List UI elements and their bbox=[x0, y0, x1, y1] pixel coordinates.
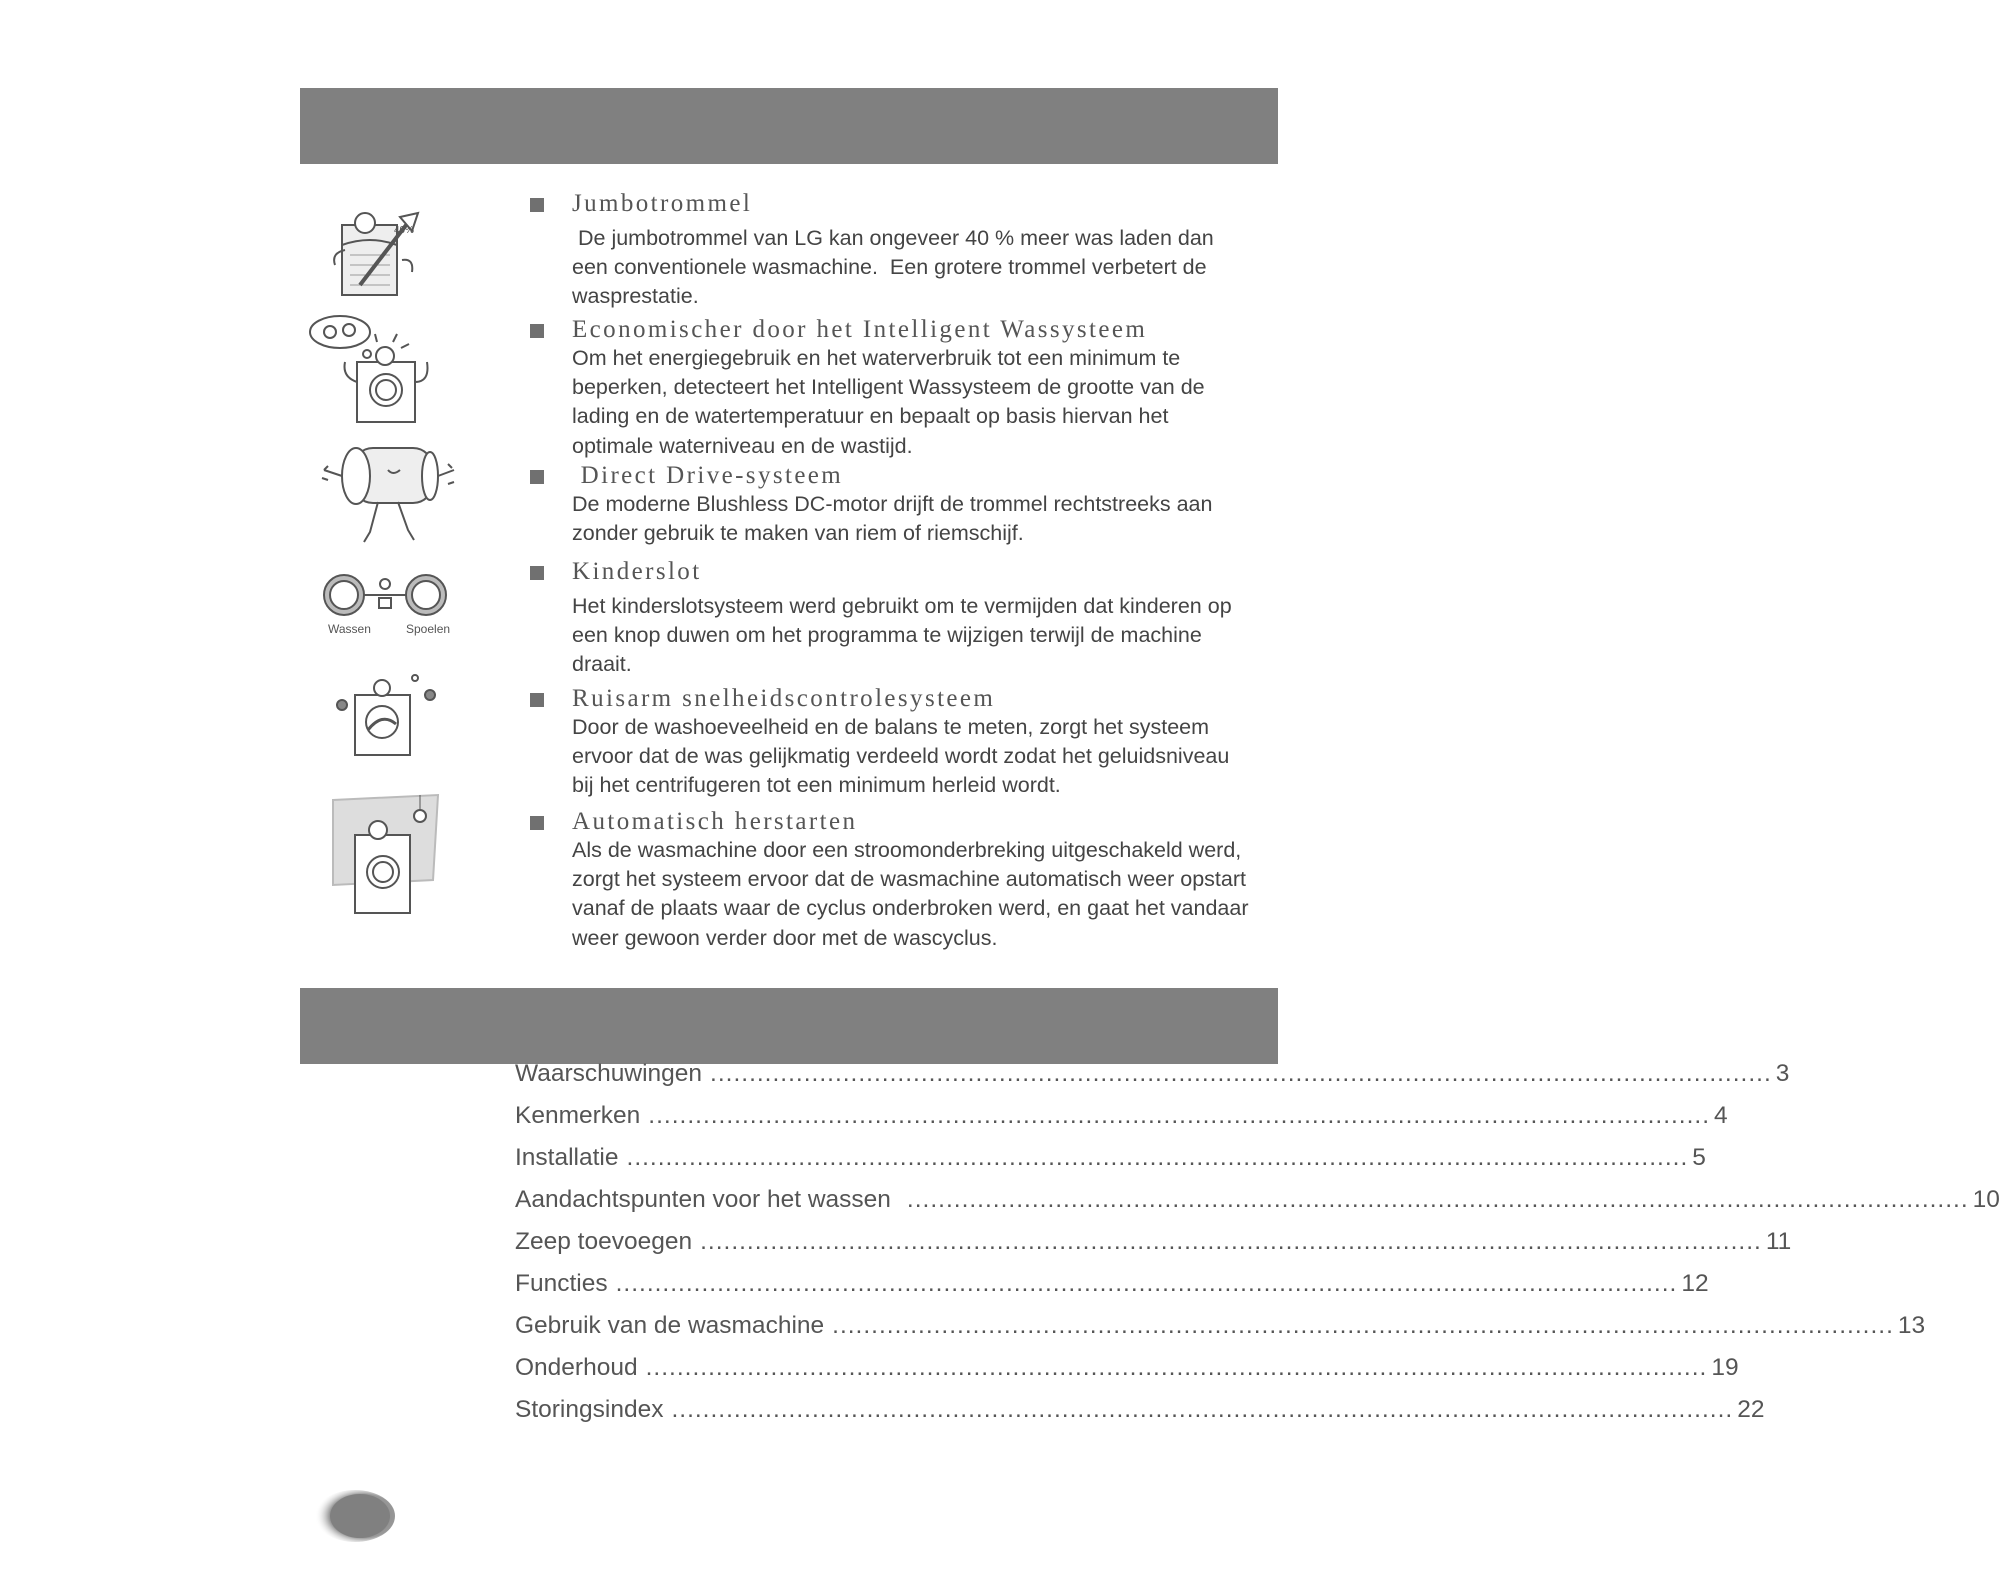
toc-leader-dots: ........................................................................................................................................ bbox=[710, 1060, 1772, 1087]
motor-illustration bbox=[318, 440, 458, 550]
toc-entry[interactable] bbox=[515, 1388, 1765, 1424]
bullet-square bbox=[530, 470, 544, 484]
toc-label: Installatie bbox=[515, 1144, 619, 1171]
toc-leader-dots: ........................................................................................................................................ bbox=[626, 1144, 1689, 1171]
toc-label: Waarschuwingen bbox=[515, 1060, 703, 1087]
bullet-square bbox=[530, 816, 544, 830]
feature-description: Om het energiegebruik en het waterverbruik tot een minimum te beperken, detecteert het Intelligent Wassysteem de grootte van de lading en de watertemperatuur en bepaalt op basis hiervan het optimale waterniveau en de wastijd. bbox=[572, 346, 1205, 458]
feature-title: Kinderslot bbox=[572, 558, 702, 585]
toc-leader-dots: ........................................................................................................................................ bbox=[906, 1186, 1969, 1213]
toc-page-number: 12 bbox=[1681, 1270, 1709, 1297]
svg-text:40%: 40% bbox=[394, 225, 415, 236]
toc-page-number: 5 bbox=[1692, 1144, 1706, 1171]
child-lock-left-label: Wassen bbox=[328, 622, 371, 636]
toc-label: Zeep toevoegen bbox=[515, 1228, 693, 1255]
toc-entry[interactable] bbox=[515, 1052, 1790, 1088]
toc-label: Kenmerken bbox=[515, 1102, 641, 1129]
drum-capacity-illustration bbox=[330, 205, 430, 300]
toc-leader-dots: ........................................................................................................................................ bbox=[645, 1354, 1708, 1381]
toc-page-number: 4 bbox=[1714, 1102, 1728, 1129]
bullet-square bbox=[530, 566, 544, 580]
feature-description: De jumbotrommel van LG kan ongeveer 40 % meer was laden dan een conventionele wasmachine. Een grotere trommel verbetert de wasprestatie. bbox=[572, 226, 1220, 309]
balance-washer-illustration bbox=[330, 670, 445, 760]
toc-entry[interactable] bbox=[515, 1094, 1728, 1130]
feature-description: Als de wasmachine door een stroomonderbreking uitgeschakeld werd, zorgt het systeem ervoor dat de wasmachine automatisch weer opstart vanaf de plaats waar de cyclus onderbroken werd, en gaat het vandaar weer gewoon verder door met de wascyclus. bbox=[572, 838, 1249, 950]
feature-title: Automatisch herstarten bbox=[572, 808, 858, 835]
toc-entry[interactable] bbox=[515, 1262, 1709, 1298]
toc-page-number: 19 bbox=[1711, 1354, 1739, 1381]
toc-page-number: 11 bbox=[1765, 1228, 1792, 1255]
feature-description: Door de washoeveelheid en de balans te meten, zorgt het systeem ervoor dat de was gelijkmatig verdeeld wordt zodat het geluidsniveau bij het centrifugeren tot een minimum herleid wordt. bbox=[572, 715, 1230, 798]
toc-label: Gebruik van de wasmachine bbox=[515, 1312, 825, 1339]
toc-entry[interactable] bbox=[515, 1178, 2000, 1214]
toc-leader-dots: ........................................................................................................................................ bbox=[832, 1312, 1894, 1339]
toc-entry[interactable] bbox=[515, 1136, 1706, 1172]
toc-page-number: 13 bbox=[1897, 1312, 1926, 1339]
thinking-washer-illustration bbox=[305, 312, 440, 427]
child-lock-buttons-illustration bbox=[322, 570, 452, 640]
toc-page-number: 3 bbox=[1775, 1060, 1790, 1087]
toc-entry[interactable] bbox=[515, 1304, 1926, 1340]
feature-title: Direct Drive-systeem bbox=[572, 462, 844, 489]
toc-leader-dots: ........................................................................................................................................ bbox=[648, 1102, 1711, 1129]
bullet-square bbox=[530, 198, 544, 212]
toc-leader-dots: ........................................................................................................................................ bbox=[615, 1270, 1678, 1297]
toc-entry[interactable] bbox=[515, 1220, 1792, 1256]
toc-label: Onderhoud bbox=[515, 1354, 638, 1381]
page-number-marker bbox=[305, 1488, 395, 1549]
toc-page-number: 22 bbox=[1737, 1396, 1765, 1423]
toc-leader-dots: ........................................................................................................................................ bbox=[671, 1396, 1734, 1423]
toc-entry[interactable] bbox=[515, 1346, 1739, 1382]
feature-title: Jumbotrommel bbox=[572, 190, 753, 217]
feature-description: Het kinderslotsysteem werd gebruikt om te vermijden dat kinderen op een knop duwen om het programma te wijzigen terwijl de machine draait. bbox=[572, 594, 1232, 677]
feature-description: De moderne Blushless DC-motor drijft de trommel rechtstreeks aan zonder gebruik te maken van riem of riemschijf. bbox=[572, 492, 1213, 546]
feature-title: Economischer door het Intelligent Wassysteem bbox=[572, 316, 1148, 343]
toc-page-number: 10 bbox=[1972, 1186, 2000, 1213]
bullet-square bbox=[530, 693, 544, 707]
features-header-band bbox=[300, 88, 1278, 164]
feature-title: Ruisarm snelheidscontrolesysteem bbox=[572, 685, 996, 712]
toc-label: Aandachtspunten voor het wassen bbox=[515, 1186, 891, 1213]
restart-washer-illustration bbox=[328, 790, 443, 918]
toc-label: Functies bbox=[515, 1270, 608, 1297]
toc-label: Storingsindex bbox=[515, 1396, 664, 1423]
child-lock-right-label: Spoelen bbox=[406, 622, 451, 636]
bullet-square bbox=[530, 324, 544, 338]
toc-leader-dots: ........................................................................................................................................ bbox=[700, 1228, 1762, 1255]
